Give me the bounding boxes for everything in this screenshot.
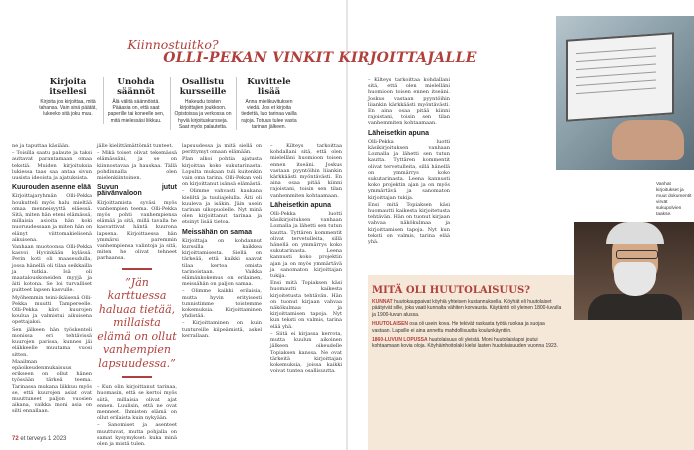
person-photo	[574, 222, 694, 320]
subheading: Läheisetkin apuna	[270, 201, 332, 209]
paragraph: Kirjoittaja on kohdannut kurssilla kaikkea kirjoittamisesta. Siellä on tärkeää, että kaikki saavat tilaa kertoa omista tarinoistaan. Vaikka elämänkokemus on erilainen, meissähän on paljon samaa.	[182, 237, 262, 288]
paragraph: – Sanomiset ja asenteet muuttuvat, mutta pohjalla on samat kysymykset: kuka minä olen ja mistä tulen.	[97, 422, 177, 447]
paragraph: – Mikä toiset olivat tekemässä elämässäni, ja se on kiinnostavaa ja hauskaa. Tällä pohdinnalla olen mielenkiintoinen.	[97, 150, 177, 182]
issue-number: 1 2023	[48, 436, 67, 442]
column-1	[12, 143, 92, 416]
tip-text: Hakeudu toisten kirjoittajien joukkoon. Opistoissa ja verkossa on hyviä kirjoituskursseja. Saat myös palautetta.	[174, 99, 232, 130]
column-2	[97, 143, 177, 448]
paragraph: – Kun olin kirjoittanut tarinaa, huomasin, että se kertoi myös siitä, millaisia olivat ajat ennen. Luulisin, että ne ovat menneet. Ihmisten elämä on ollut erilaista kuin nykyään.	[97, 384, 177, 422]
photo-caption-top: Vanhat kirjoitukset ja muut dokumentit virvät sukupolvien taakse.	[656, 182, 692, 217]
tip-text: Älä välitä säännöistä. Pääasia on, että saat paperille tai koneelle sen, mitä mielessäsi liikkuu.	[107, 99, 165, 124]
paragraph: Olli-Pekka luotti käsikirjoituksen vanhaan Loznalla ja lähetti sen tutun kautta. Tyttären kommentit olivat tervetulleita, sillä hänellä on ymmärrys koko sukutarinasta. Leena kannusti koko projektin ajan ja on myös ymmärtävä ja sanomaton kirjoittajan tukija.	[368, 138, 450, 201]
column-3	[182, 143, 262, 340]
column-5	[368, 77, 450, 246]
laptop-photo	[556, 16, 694, 170]
column-4	[270, 143, 342, 375]
person-body	[588, 294, 682, 320]
article-kicker: Kiinnostuitko?	[127, 37, 219, 52]
tip-title: Unohda säännöt	[117, 77, 155, 97]
lead-word: HUUTOLAISEN	[372, 321, 409, 328]
tip-3	[170, 77, 233, 130]
magazine-name: et terveys	[20, 436, 47, 442]
paragraph: – Olimme kaikki erilaisia, mutta hyvin erityisesti tunnistimme toistemme kokemuksia. Kirjoittaminen yhdistää.	[182, 288, 262, 320]
paragraph: Myöhemmin teini-ikäisenä Olli-Pekka muutti Tampereelle. Olli-Pekka kävi kuurojen koulua ja valmistui aikuisena opettajaksi.	[12, 294, 92, 326]
paragraph: jälle kielittämättömät tunteet.	[97, 143, 174, 149]
paragraph: Ensi mitä Topiaksen käsi huomautti kaikesta kirjoitetusta tehtävän. Hän on tuonut kirjaan vahvaa näkökulmaa ja kirjoittamisen tapoja. Nyt kun teksti on valmis, tarina elää yhä.	[368, 201, 450, 246]
tip-title: Kirjoita itsellesi	[49, 77, 87, 97]
paragraph: Maailman epäoikeudenmukaisuus erikseen on ollut hänen työssään tärkeä teema. Tarinassa mukana liikkuu myös se, että kuurojen asiat ovat muuttuneet paljon vuosien aikana, vaikka moni asia on silti ennallaan.	[12, 358, 92, 415]
paragraph: – Kirjoittaminen on kuin tuntureille kiipeämistä, askel kerrallaan.	[182, 320, 262, 339]
article-headline: OLLI-PEKAN VINKIT KIRJOITTAJALLE	[163, 50, 477, 66]
paragraph: osa oli usein kova. He tekivät raskasta työtä ruokaa ja suojaa vastaan. Lapsille ei aina annettu mahdollisuutta koulunkäyntiin.	[372, 321, 545, 334]
glasses-icon	[616, 250, 658, 259]
tip-text: Kirjoita jos kirjoittaa, mitä tahansa. Vain sinä päätät, lukeeko sitä joku muu.	[39, 99, 97, 118]
subheading: Suvun jutut päivänvaloon	[97, 184, 177, 198]
info-box-text	[372, 299, 562, 353]
paragraph: Olli-Pekka luotti käsikirjoituksen vanhaan Loznalla ja lähetti sen tutun kautta. Tyttären kommentit olivat tervetulleita, sillä hänellä on ymmärrys koko sukutarinasta. Leena kannusti koko projektin ajan ja on myös ymmärtävä ja sanomaton kirjoittajan tukija.	[270, 211, 342, 280]
paragraph: huutolaisuus oli yleistä. Moni huutolaislapsi joutui kohtaamaan kovia oloja. Köyhäinhoitolaki kielsi lasten huutolaisuuden vuonna 1923.	[372, 337, 558, 350]
tip-2	[103, 77, 166, 124]
hand	[612, 120, 684, 160]
tip-1	[38, 77, 98, 118]
tip-title: Osallistu kursseille	[179, 77, 227, 97]
paragraph: Vanhaan muotoonsa Olli-Pekka kasvoi Hyvinkään kylässä. Perin koti oli maaseudulla, jossa hänellä oli tilaa seikkailla ja tutkia. Isä oli maatalouskoneiden myyjä ja äiti kotona. Se loi turvalliset puitteet lapsen kasvulle.	[12, 244, 92, 294]
paragraph: huutokauppaivat köyhiä yhteisen kustannuksella. Köyhät eli huutolaiset päätyivät sille, joka vaati kunnalta vähiten korvausta. Käytäntö oli yleinen 1800-luvulla ja 1900-luvun alussa.	[372, 299, 562, 318]
paragraph: – Siitä ei kirjassa kerrota, mutta kuulun aikoinen jälkeen oikeudelle Topiaksen kanssa. Ne ovat tärkeitä kirjoittajan kokemuksia, joissa kaikki voivat tuntea osallisuutta.	[270, 330, 342, 375]
paragraph: Kirjoittamista syväsi myös vanhempien teema. Olli-Pekka myös pohti vanhempiensa elämää ja sitä, millä tavalla he kasvattivat häntä kuurona lapsena. Kirjoittaessa hän ymmärsi paremmin vanhempiensa valintoja ja sitä, miten he olivat tehneet parhaansa.	[97, 199, 177, 262]
info-box-title: MITÄ OLI HUUTOLAISUUS?	[372, 285, 531, 296]
paragraph: Plan alkoi pohtia ajatusta kirjoittaa koko sukutarinasta. Lopulta mukaan tuli kuitenkin vain oma tarina. Olli-Pekan veli on kirjoittanut isänsä elämästä.	[182, 156, 262, 188]
paragraph: lapsuudessa ja mitä siellä on perittymyt omaan elämään.	[182, 143, 262, 156]
subheading: Läheisetkin apuna	[368, 129, 430, 137]
paragraph: Sen jälkeen hän työskenteli monissa eri tehtävissä kuurojen parissa, kunnes jäi eläkkeelle muutama vuosi sitten.	[12, 326, 92, 358]
subheading: Meissähän on samaa	[182, 228, 253, 236]
paragraph: Kirjoittajaryhmän Olli-Pekka houkutteli myös halu mieltää omaa menneisyyttä eläessä. Sitä, miten hän eteni elämässä, millaisia asioita hän koki nuoruudessaan ja miten hän on elänyt viittomakielisenä aikuisena.	[12, 193, 92, 243]
lead-word: KUNNAT	[372, 299, 393, 305]
page-footer	[12, 436, 66, 442]
tips-row	[38, 77, 297, 130]
paragraph: – Toisilla saatu palaute ja taksi auttavat parantamaan omaa tekstiä. Muiden kirjoituksia lukiessa taas saa antaa sivun uusista ideoista ja ajatuksista.	[12, 150, 92, 182]
laptop-screen	[566, 32, 674, 122]
subheading: Kuurouden asenne elää	[12, 184, 91, 192]
person-beard	[614, 262, 656, 296]
person-hair	[606, 222, 664, 244]
pull-quote: ”Jän karttuessa haluaa tietää, millaista elämä on ollut vanhempien lapsuudessa.”	[97, 268, 177, 379]
paragraph: – Olimme vahvasti kaukana kieliltä ja tuuliajelulla. Äiti oli kuuleva ja isäkin. Jäin usein tarinan ulkopuolelle. Nyt minä olen kirjoittanut tarinaa ja etsinyt lisää tietoa.	[182, 188, 262, 226]
paragraph: – Kilteys tarkoittaa kohdallani sitä, että olen mielelläni huomioon toisen ennen itseäni. Joskus vastaan pyyntöihin liiankin kärkkäästi myöntävästi. En aina osaa pitää kiinni rajoistani, toisin sen tilan vanhemmiten kohtaamaan.	[368, 77, 450, 127]
tip-text: Anna mielikuvituksen viedä. Jos et kirjoita tiedettä, luo tarinaa vailla rajoja. Totuus tulee vasta tarinan jälkeen.	[241, 99, 297, 130]
tip-4	[236, 77, 299, 130]
paragraph: – Kilteys tarkoittaa kohdallani sitä, että olen mielelläni huomioon toisen ennen itseäni. Joskus vastaan pyyntöihin liiankin kärkkäästi myöntävästi. En aina osaa pitää kiinni rajoistani, toisin sen tilan vanhemmiten kohtaamaan.	[270, 143, 342, 199]
paragraph: ne ja taputtaa käsiään.	[12, 143, 70, 149]
paragraph: Ensi mitä Topiaksen käsi huomautti kaikesta kirjoitetusta tehtävän. Hän on tuonut kirjaan vahvaa näkökulmaa ja kirjoittamisen tapoja. Nyt kun teksti on valmis, tarina elää yhä.	[270, 280, 342, 330]
page-number: 72	[12, 436, 19, 442]
lead-word: 1860-LUVUN LOPUSSA	[372, 337, 428, 344]
page-gutter	[346, 0, 348, 450]
tip-title: Kuvittele lisää	[247, 77, 291, 97]
